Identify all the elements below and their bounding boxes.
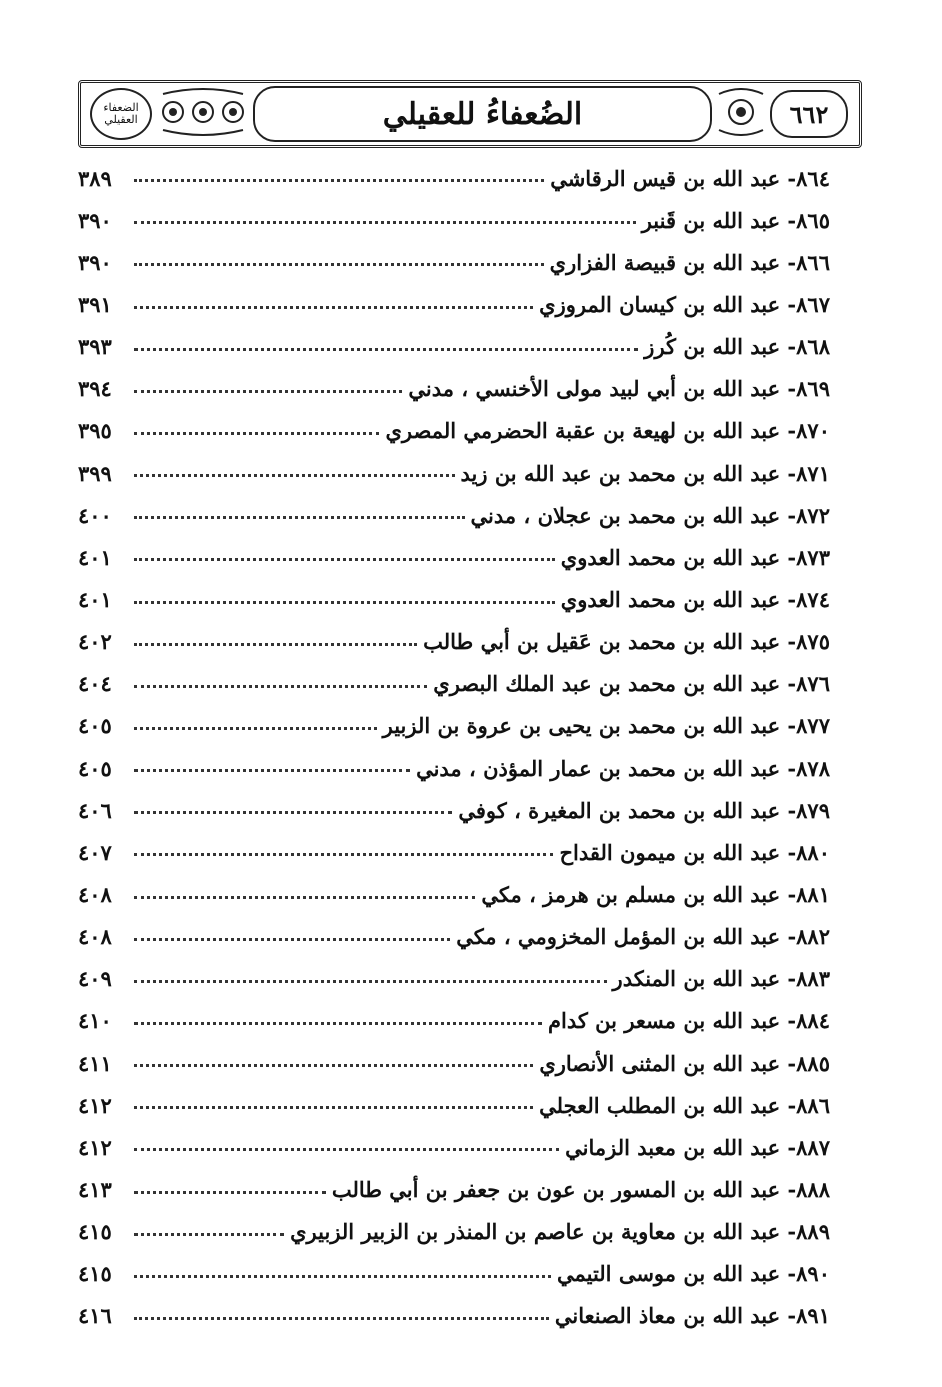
dot-leader — [134, 432, 379, 435]
entry-title: ٨٨٦- عبد الله بن المطلب العجلي — [539, 1092, 830, 1118]
entry-title: ٨٨٩- عبد الله بن معاوية بن عاصم بن المنذر بن الزبير الزبيري — [290, 1219, 830, 1245]
entry-page-number: ٣٩٥ — [78, 418, 112, 444]
dot-leader — [134, 348, 638, 351]
header-title-box — [253, 86, 712, 142]
entry-title: ٨٦٦- عبد الله بن قبيصة الفزاري — [549, 249, 830, 275]
dot-leader — [134, 853, 553, 856]
entry-title: ٨٧٠- عبد الله بن لهيعة بن عقبة الحضرمي المصري — [385, 418, 830, 444]
entry-title: ٨٨٨- عبد الله بن المسور بن عون بن جعفر بن أبي طالب — [331, 1177, 830, 1203]
entry-page-number: ٤١٥ — [78, 1261, 112, 1287]
entry-title: ٨٨١- عبد الله بن مسلم بن هرمز ، مكي — [481, 882, 830, 908]
list-item — [78, 784, 830, 826]
list-item — [78, 1206, 830, 1248]
dot-leader — [134, 1317, 549, 1320]
dot-leader — [134, 685, 427, 688]
list-item — [78, 1248, 830, 1290]
list-item — [78, 531, 830, 573]
entry-page-number: ٤٠٧ — [78, 839, 112, 865]
entry-title: ٨٧٨- عبد الله بن محمد بن عمار المؤذن ، مدني — [416, 755, 830, 781]
list-item — [78, 321, 830, 363]
entry-page-number: ٤٠١ — [78, 587, 112, 613]
dot-leader — [134, 179, 544, 182]
dot-leader — [134, 1064, 533, 1067]
dot-leader — [134, 811, 452, 814]
list-item — [78, 616, 830, 658]
dot-leader — [134, 727, 377, 730]
dot-leader — [134, 643, 417, 646]
entry-title: ٨٩٠- عبد الله بن موسى التيمي — [556, 1261, 830, 1287]
list-item — [78, 573, 830, 615]
entry-title: ٨٧٧- عبد الله بن محمد بن يحيى بن عروة بن الزبير — [382, 713, 830, 739]
entry-page-number: ٣٩٩ — [78, 460, 112, 486]
dot-leader — [134, 896, 475, 899]
list-item — [78, 826, 830, 868]
entry-title: ٨٧١- عبد الله بن محمد بن عبد الله بن زيد — [460, 460, 830, 486]
entry-page-number: ٣٨٩ — [78, 165, 112, 191]
page-number-box — [770, 90, 848, 138]
ornament-left-icon — [158, 88, 248, 136]
entry-page-number: ٣٩١ — [78, 292, 112, 318]
dot-leader — [134, 769, 410, 772]
list-item — [78, 911, 830, 953]
dot-leader — [134, 263, 544, 266]
entry-page-number: ٤١٥ — [78, 1219, 112, 1245]
entry-title: ٨٨٧- عبد الله بن معبد الزماني — [565, 1134, 830, 1160]
entry-title: ٨٦٨- عبد الله بن كُرز — [644, 334, 830, 360]
entry-title: ٨٧٩- عبد الله بن محمد بن المغيرة ، كوفي — [458, 797, 830, 823]
dot-leader — [134, 558, 555, 561]
book-title: الضُعفاءُ للعقيلي — [382, 96, 583, 132]
dot-leader — [134, 1148, 559, 1151]
seal-text: الضعفاء العقيلي — [103, 101, 139, 126]
entry-title: ٨٩١- عبد الله بن معاذ الصنعاني — [554, 1303, 830, 1329]
dot-leader — [134, 474, 455, 477]
entry-title: ٨٦٤- عبد الله بن قيس الرقاشي — [550, 165, 830, 191]
list-item — [78, 236, 830, 278]
entry-page-number: ٤١١ — [78, 1050, 112, 1076]
list-item — [78, 1121, 830, 1163]
entry-page-number: ٤٠٢ — [78, 629, 112, 655]
contents-list — [78, 152, 830, 1332]
dot-leader — [134, 980, 607, 983]
dot-leader — [134, 1106, 533, 1109]
dot-leader — [134, 601, 555, 604]
entry-title: ٨٦٧- عبد الله بن كيسان المروزي — [539, 292, 830, 318]
dot-leader — [134, 1275, 551, 1278]
entry-page-number: ٤٠٥ — [78, 713, 112, 739]
dot-leader — [134, 221, 636, 224]
list-item — [78, 278, 830, 320]
entry-page-number: ٣٩٤ — [78, 376, 112, 402]
list-item — [78, 1079, 830, 1121]
list-item — [78, 700, 830, 742]
entry-title: ٨٨٢- عبد الله بن المؤمل المخزومي ، مكي — [456, 924, 830, 950]
entry-page-number: ٤٠٥ — [78, 755, 112, 781]
entry-title: ٨٨٤- عبد الله بن مسعر بن كدام — [548, 1008, 830, 1034]
entry-page-number: ٤١٠ — [78, 1008, 112, 1034]
list-item — [78, 1037, 830, 1079]
list-item — [78, 1163, 830, 1205]
entry-page-number: ٣٩٠ — [78, 249, 112, 275]
entry-title: ٨٨٥- عبد الله بن المثنى الأنصاري — [539, 1050, 830, 1076]
entry-title: ٨٨٠- عبد الله بن ميمون القداح — [559, 839, 830, 865]
entry-title: ٨٧٦- عبد الله بن محمد بن عبد الملك البصري — [433, 671, 830, 697]
entry-page-number: ٣٩٠ — [78, 207, 112, 233]
entry-page-number: ٤١٢ — [78, 1134, 112, 1160]
entry-page-number: ٤١٣ — [78, 1177, 112, 1203]
entry-page-number: ٤٠٦ — [78, 797, 112, 823]
page-header — [78, 80, 862, 148]
entry-page-number: ٤١٦ — [78, 1303, 112, 1329]
list-item — [78, 1290, 830, 1332]
list-item — [78, 152, 830, 194]
entry-page-number: ٤٠٩ — [78, 966, 112, 992]
entry-page-number: ٤١٢ — [78, 1092, 112, 1118]
list-item — [78, 489, 830, 531]
entry-page-number: ٤٠٨ — [78, 882, 112, 908]
entry-title: ٨٦٩- عبد الله بن أبي لبيد مولى الأخنسي ، مدني — [408, 376, 830, 402]
entry-title: ٨٨٣- عبد الله بن المنكدر — [612, 966, 830, 992]
list-item — [78, 405, 830, 447]
entry-title: ٨٧٥- عبد الله بن محمد بن عَقيل بن أبي طالب — [423, 629, 830, 655]
list-item — [78, 658, 830, 700]
entry-page-number: ٣٩٣ — [78, 334, 112, 360]
entry-title: ٨٧٣- عبد الله بن محمد العدوي — [560, 544, 830, 570]
dot-leader — [134, 516, 465, 519]
list-item — [78, 447, 830, 489]
list-item — [78, 742, 830, 784]
entry-page-number: ٤٠٨ — [78, 924, 112, 950]
list-item — [78, 953, 830, 995]
dot-leader — [134, 1233, 284, 1236]
book-seal — [90, 88, 152, 140]
entry-title: ٨٧٤- عبد الله بن محمد العدوي — [560, 587, 830, 613]
entry-title: ٨٦٥- عبد الله بن قَنبر — [641, 207, 830, 233]
list-item — [78, 995, 830, 1037]
list-item — [78, 194, 830, 236]
dot-leader — [134, 1022, 542, 1025]
list-item — [78, 363, 830, 405]
dot-leader — [134, 390, 402, 393]
dot-leader — [134, 306, 533, 309]
ornament-right-icon — [716, 88, 766, 136]
dot-leader — [134, 938, 450, 941]
entry-page-number: ٤٠١ — [78, 544, 112, 570]
list-item — [78, 868, 830, 910]
entry-page-number: ٤٠٠ — [78, 502, 112, 528]
entry-page-number: ٤٠٤ — [78, 671, 112, 697]
entry-title: ٨٧٢- عبد الله بن محمد بن عجلان ، مدني — [470, 502, 830, 528]
page-number: ٦٦٢ — [789, 99, 829, 129]
dot-leader — [134, 1191, 326, 1194]
